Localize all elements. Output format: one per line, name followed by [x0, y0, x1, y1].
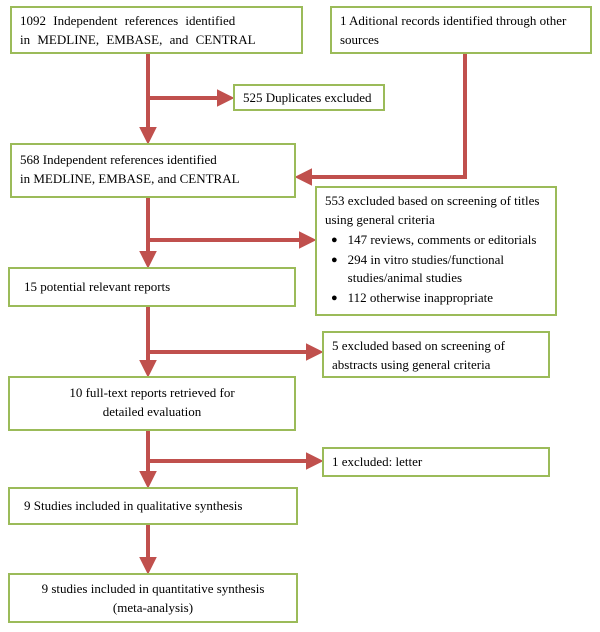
box-duplicates-excluded	[233, 84, 385, 111]
list-item	[325, 231, 547, 250]
list-item-text: 294 in vitro studies/functional studies/animal studies	[347, 251, 504, 286]
box-text: 525 Duplicates excluded	[243, 90, 372, 105]
box-line: detailed evaluation	[102, 403, 202, 419]
box-line: 1092 Independent references identified	[20, 13, 236, 28]
box-line: in MEDLINE, EMBASE, and CENTRAL	[20, 170, 240, 186]
bullet-icon: ●	[331, 233, 338, 246]
box-text: 1 Aditional records identified through other sources	[340, 13, 567, 47]
box-potential-relevant-reports	[8, 267, 296, 307]
box-line: in MEDLINE, EMBASE, and CENTRAL	[20, 31, 256, 47]
box-qualitative-synthesis	[8, 487, 298, 525]
bullet-icon: ●	[331, 292, 338, 305]
list-item-text: 147 reviews, comments or editorials	[347, 231, 537, 247]
list-item-text: 112 otherwise inappropriate	[347, 290, 494, 306]
box-quantitative-synthesis	[8, 573, 298, 623]
box-records-identified	[10, 6, 303, 54]
box-line: 553 excluded based on screening of titles	[325, 193, 540, 208]
box-text: 1 excluded: letter	[332, 454, 423, 469]
box-letter-excluded	[322, 447, 550, 477]
box-line: (meta-analysis)	[112, 599, 194, 615]
bullet-icon: ●	[331, 253, 338, 266]
box-additional-records	[330, 6, 592, 54]
box-line: 10 full-text reports retrieved for	[69, 385, 235, 400]
box-references-after-dedup	[10, 143, 296, 198]
box-line: using general criteria	[325, 211, 435, 227]
box-fulltext-retrieved	[8, 376, 296, 431]
box-text: 9 Studies included in qualitative synthesis	[24, 497, 243, 513]
box-line: 9 studies included in quantitative synthesis	[41, 581, 265, 596]
box-text: 5 excluded based on screening of abstracts using general criteria	[332, 338, 505, 372]
box-abstract-screening-excluded	[322, 331, 550, 378]
box-line: 568 Independent references identified	[20, 152, 217, 167]
list-item	[325, 289, 547, 308]
box-title-screening-excluded	[315, 186, 557, 316]
list-item	[325, 251, 547, 289]
box-text: 15 potential relevant reports	[24, 278, 171, 294]
arrow-additional-to-dedup	[304, 54, 465, 177]
